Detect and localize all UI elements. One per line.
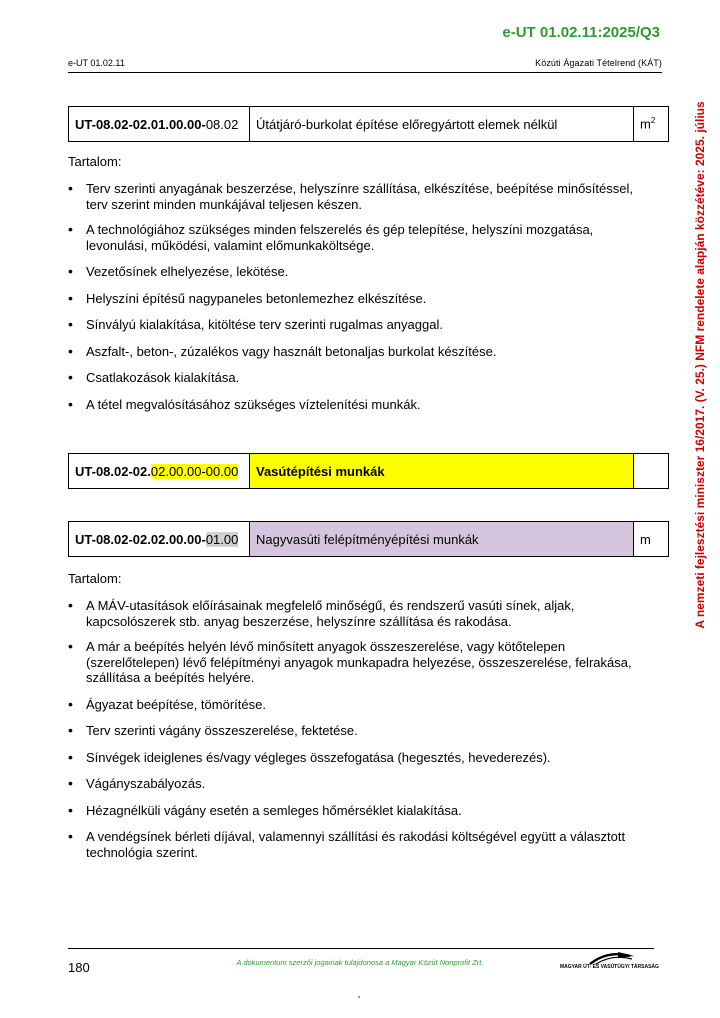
item-table-2: [68, 453, 669, 489]
header-right: Közúti Ágazati Tételrend (KÁT): [535, 58, 662, 68]
item1-content-list: [68, 181, 658, 412]
list-item: • Terv szerinti vágány összeszerelése, fektetése.: [68, 723, 658, 739]
list-item: • Hézagnélküli vágány esetén a semleges hőmérséklet kialakítása.: [68, 803, 658, 819]
item-unit: $m^2$: [634, 107, 669, 142]
item-table-3: [68, 521, 669, 557]
list-item: • Sínvályú kialakítása, kitöltése terv szerinti rugalmas anyaggal.: [68, 317, 658, 333]
list-item: • A vendégsínek bérleti díjával, valamennyi szállítási és rakodási költségével együtt a választott technológia szerint.: [68, 829, 658, 860]
side-note-text: A nemzeti fejlesztési miniszter 16/2017. (V. 25.) NFM rendelete alapján közzétéve: 2025. július: [693, 101, 707, 629]
list-item: • Vezetősínek elhelyezése, lekötése.: [68, 264, 658, 280]
item3-content-list: [68, 598, 658, 860]
header-left: e-UT 01.02.11: [68, 58, 125, 68]
item-code: UT-08.02-02.01.00.00-08.02: [69, 107, 250, 142]
document-id-top: e-UT 01.02.11:2025/Q3: [502, 24, 660, 41]
item-table-1: [68, 106, 669, 142]
list-item: • Vágányszabályozás.: [68, 776, 658, 792]
list-item: • A tétel megvalósításához szükséges víztelenítési munkák.: [68, 397, 658, 413]
item-title: Vasútépítési munkák: [250, 454, 634, 489]
list-item: • A MÁV-utasítások előírásainak megfelelő minőségű, és rendszerű vasúti sínek, aljak, kapcsolószerek stb. anyag beszerzése, helyszínre szállítása és rakodása.: [68, 598, 658, 629]
side-publication-note: [690, 100, 710, 630]
header-divider: [68, 72, 662, 73]
item-code: UT-08.02-02.02.00.00-00.00: [69, 454, 250, 489]
page-number: 180: [68, 960, 90, 975]
footer-divider: [68, 948, 654, 949]
list-item: • Helyszíni építésű nagypaneles betonlemezhez elkészítése.: [68, 291, 658, 307]
content-label: Tartalom:: [68, 571, 122, 586]
list-item: • A már a beépítés helyén lévő minősített anyagok összeszerelése, vagy kötőtelepen (szerelőtelepen) lévő felépítményi anyagok munkapadra helyezése, összeszerelése, felrakása, szállítása a beépítés helyére.: [68, 639, 658, 686]
item-unit: m: [634, 522, 669, 557]
list-item: • Terv szerinti anyagának beszerzése, helyszínre szállítása, elkészítése, beépítése minősítéssel, terv szerint minden munkájával teljesen készen.: [68, 181, 658, 212]
list-item: • Ágyazat beépítése, tömörítése.: [68, 697, 658, 713]
item-code: UT-08.02-02.02.00.00-01.00: [69, 522, 250, 557]
item-title: Nagyvasúti felépítményépítési munkák: [250, 522, 634, 557]
item-title: Útátjáró-burkolat építése előregyártott elemek nélkül: [250, 107, 634, 142]
list-item: • Sínvégek ideiglenes és/vagy végleges összefogatása (hegesztés, hevederezés).: [68, 750, 658, 766]
copyright-notice: A dokumentum szerzői jogainak tulajdonosa a Magyar Közút Nonprofit Zrt.: [236, 958, 484, 967]
decorative-dot: [358, 996, 360, 998]
content-label: Tartalom:: [68, 154, 122, 169]
logo-text: MAGYAR ÚT- ÉS VASÚTÜGYI TÁRSASÁG: [560, 964, 659, 970]
list-item: • Aszfalt-, beton-, zúzalékos vagy használt betonaljas burkolat készítése.: [68, 344, 658, 360]
society-logo: [560, 950, 659, 976]
list-item: • A technológiához szükséges minden felszerelés és gép telepítése, helyszíni mozgatása, levonulási, működési, valamint előmunkaköltsége.: [68, 222, 658, 253]
list-item: • Csatlakozások kialakítása.: [68, 370, 658, 386]
item-unit: [634, 454, 669, 489]
